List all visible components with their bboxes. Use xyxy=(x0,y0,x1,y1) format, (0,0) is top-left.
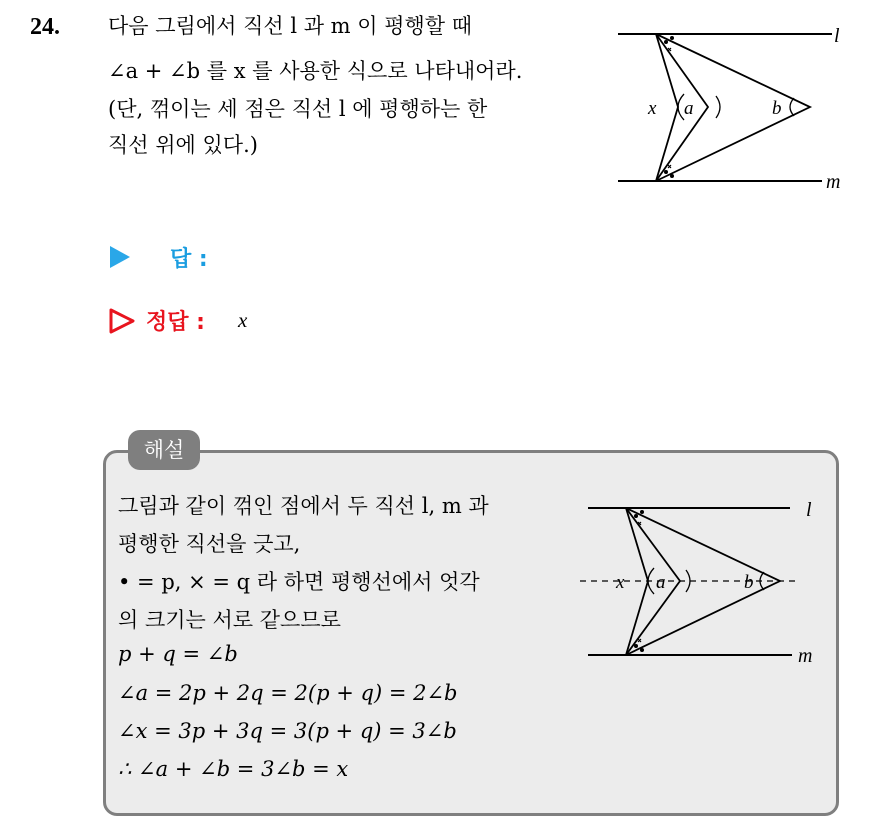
question-figure xyxy=(612,18,862,198)
inner-zigzag xyxy=(656,34,678,181)
solution-line-7: ∠x = 3p + 3q = 3(p + q) = 3∠b xyxy=(118,719,457,743)
answer-label: 답 : xyxy=(170,247,208,272)
solution-line-1: 그림과 같이 꺾인 점에서 두 직선 l, m 과 xyxy=(118,494,489,518)
question-line-3: (단, 꺾이는 세 점은 직선 l 에 평행하는 한 xyxy=(108,97,488,121)
cross-marker xyxy=(668,165,671,168)
solution-line-2: 평행한 직선을 긋고, xyxy=(118,532,301,556)
angle-a-label: a xyxy=(656,572,666,593)
answer-arrow-icon xyxy=(110,246,130,268)
dot-marker xyxy=(664,40,668,44)
label-m: m xyxy=(826,171,841,193)
question-line-1: 다음 그림에서 직선 l 과 m 이 평행할 때 xyxy=(108,14,473,38)
angle-x-label: x xyxy=(616,572,625,593)
label-l: l xyxy=(834,25,840,47)
question-line-2: ∠a + ∠b 를 x 를 사용한 식으로 나타내어라. xyxy=(108,59,523,83)
cross-marker xyxy=(638,639,641,642)
correct-label: 정답 : xyxy=(146,310,205,335)
label-m: m xyxy=(798,645,813,667)
angle-a-label: a xyxy=(684,98,694,119)
solution-line-5: p + q = ∠b xyxy=(118,642,238,666)
solution-line-8: ∴ ∠a + ∠b = 3∠b = x xyxy=(118,757,349,781)
correct-arrow-icon xyxy=(108,307,136,335)
angle-b-arc xyxy=(790,98,794,116)
cross-marker xyxy=(668,48,671,51)
dot-marker xyxy=(670,174,674,178)
angle-a-arc xyxy=(716,96,720,118)
correct-value: x xyxy=(238,308,248,332)
angle-x-label: x xyxy=(648,98,657,119)
solution-line-4: 의 크기는 서로 같으므로 xyxy=(118,608,341,632)
dot-marker xyxy=(664,170,668,174)
dot-marker xyxy=(634,644,638,648)
solution-figure xyxy=(580,492,830,672)
question-number: 24. xyxy=(30,14,60,40)
solution-line-3: • = p, × = q 라 하면 평행선에서 엇각 xyxy=(118,570,480,594)
dot-marker xyxy=(670,36,674,40)
dot-marker xyxy=(634,514,638,518)
dot-marker xyxy=(640,648,644,652)
outer-zigzag xyxy=(656,34,810,181)
angle-b-arc xyxy=(760,572,764,590)
angle-b-label: b xyxy=(772,98,782,119)
solution-tag: 해설 xyxy=(128,430,200,470)
solution-line-6: ∠a = 2p + 2q = 2(p + q) = 2∠b xyxy=(118,681,458,705)
question-line-4: 직선 위에 있다.) xyxy=(108,133,258,157)
label-l: l xyxy=(806,499,812,521)
angle-b-label: b xyxy=(744,572,754,593)
dot-marker xyxy=(640,510,644,514)
angle-a-arc xyxy=(686,570,690,592)
